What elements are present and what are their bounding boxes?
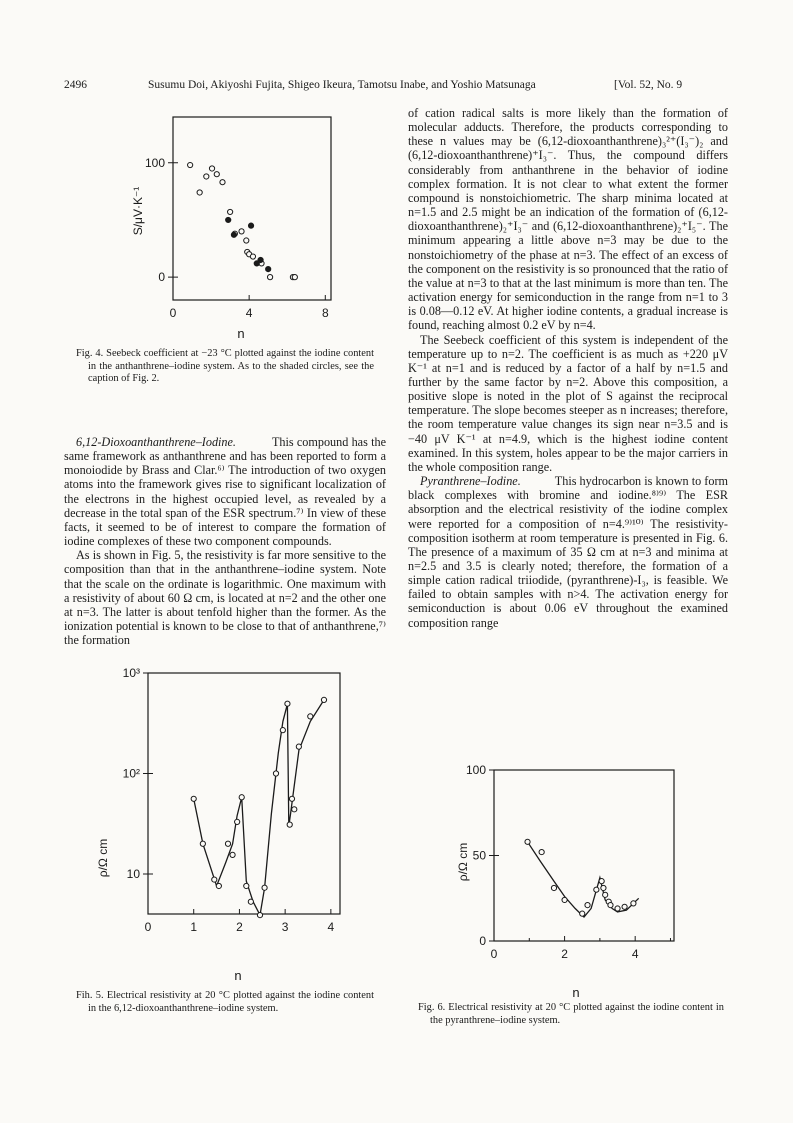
data-point: [244, 883, 249, 888]
data-point: [539, 849, 544, 854]
data-point: [603, 892, 608, 897]
x-tick-label: 0: [144, 920, 152, 934]
data-point: [525, 839, 530, 844]
section-heading: 6,12-Dioxoanthanthrene–Iodine.: [76, 435, 236, 449]
y-tick-label: 50: [472, 848, 486, 863]
figure-6: [448, 760, 688, 1000]
data-point: [292, 807, 297, 812]
y-tick-label: 100: [465, 763, 486, 777]
figure-5-caption: Fih. 5. Electrical resistivity at 20 °C plotted against the iodine content in the 6,12-dioxoanthanthrene–iodine system.: [76, 990, 374, 1014]
data-point: [562, 897, 567, 902]
data-point: [220, 180, 225, 185]
y-tick-label: 0: [479, 934, 486, 948]
x-tick-label: 4: [245, 306, 253, 320]
data-point: [608, 902, 613, 907]
data-point: [551, 885, 556, 890]
volume-info: [Vol. 52, No. 9: [614, 79, 683, 91]
figure-6-caption: Fig. 6. Electrical resistivity at 20 °C plotted against the iodine content in the pyranthrene–iodine system.: [418, 1002, 724, 1026]
data-point: [580, 911, 585, 916]
data-point: [601, 885, 606, 890]
data-point: [248, 899, 253, 904]
data-point: [212, 877, 217, 882]
data-point: [631, 901, 636, 906]
x-tick-label: 0: [169, 306, 177, 320]
data-point-filled: [226, 217, 231, 222]
data-point: [191, 796, 196, 801]
data-point: [622, 904, 627, 909]
y-tick-label: 10: [126, 867, 140, 882]
paragraph: The Seebeck coefficient of this system is independent of the temperature up to n=2. The coefficient is as much as +220 μV K⁻¹ at n=1 and is reduced by a factor of a half by n=1.5 and further by the same factor by n=2. Above this composition, a positive slope is noted in the plot of S against the reciprocal temperature. The slope becomes steeper as n increases; therefore, the room temperature value changes its sign near n=3.5 and is −40 μV K⁻¹ at n=4.9, which is the highest iodine content examined. In this system, holes appear to be the major carriers in the whole composition range.: [408, 332, 728, 474]
data-point: [228, 209, 233, 214]
x-tick-label: 4: [327, 920, 335, 934]
data-point: [615, 906, 620, 911]
data-point: [285, 701, 290, 706]
running-header: [0, 79, 793, 95]
data-point-filled: [258, 257, 263, 262]
data-point: [594, 887, 599, 892]
data-point: [262, 885, 267, 890]
x-tick-label: 0: [490, 947, 498, 961]
y-tick-label: 10³: [122, 666, 140, 680]
fig5-xlabel: n: [234, 968, 242, 983]
fig6-ylabel: ρ/Ω cm: [456, 842, 470, 882]
figure-4-chart: [110, 112, 370, 342]
data-point: [296, 744, 301, 749]
data-point: [244, 238, 249, 243]
data-point: [200, 841, 205, 846]
data-point: [267, 275, 272, 280]
data-point: [197, 190, 202, 195]
x-tick-label: 4: [631, 947, 639, 961]
data-point: [230, 852, 235, 857]
paragraph: 6,12-Dioxoanthanthrene–Iodine. This compound has the same framework as anthanthrene and has been reported to form a monoiodide by Brass and Clar.⁶⁾ The introduction of two oxygen atoms into the framework gives rise to significant localization of the electrons in the highest occupied level, as revealed by a decrease in the total span of the ESR spectrum.⁷⁾ In view of these facts, it seemed to be of interest to compare the formation of iodine complexes of these two component compounds.: [64, 435, 386, 549]
data-point: [204, 174, 209, 179]
series-line: [194, 700, 324, 915]
y-tick-label: 100: [144, 155, 165, 170]
section-heading: Pyranthrene–Iodine.: [420, 474, 521, 489]
data-point: [280, 728, 285, 733]
paragraph: As is shown in Fig. 5, the resistivity is far more sensitive to the composition than that in the anthanthrene–iodine system. Note that the scale on the ordinate is logarithmic. One maximum with a resistivity of about 60 Ω cm, is located at n=2 and the other one at n=3. The latter is about tenfold higher than the former. As the ionization potential is known to be close to that of anthanthrene,⁷⁾ the formation: [64, 548, 386, 648]
data-point: [209, 166, 214, 171]
page-number: 2496: [64, 79, 87, 91]
figure-5-chart: [88, 658, 373, 983]
data-point: [273, 771, 278, 776]
figure-4-caption: Fig. 4. Seebeck coefficient at −23 °C plotted against the iodine content in the anthanthrene–iodine system. As to the shaded circles, see the caption of Fig. 2.: [76, 348, 374, 384]
plot-frame: [173, 117, 331, 300]
figure-4: [110, 112, 370, 342]
data-point: [321, 697, 326, 702]
data-point: [250, 254, 255, 259]
fig4-ylabel: S/μV·K⁻¹: [131, 186, 145, 236]
plot-frame: [148, 673, 340, 914]
data-point: [225, 841, 230, 846]
data-point: [257, 913, 262, 918]
data-point: [216, 883, 221, 888]
x-tick-label: 2: [236, 920, 243, 934]
data-point: [188, 162, 193, 167]
data-point: [235, 819, 240, 824]
figure-5: [88, 658, 373, 983]
data-point: [585, 902, 590, 907]
data-point: [287, 822, 292, 827]
figure-6-chart: [448, 760, 688, 1000]
data-point: [239, 229, 244, 234]
y-tick-label: 10²: [122, 766, 140, 781]
data-point: [308, 714, 313, 719]
x-tick-label: 2: [561, 947, 568, 961]
paragraph: of cation radical salts is more likely than the formation of molecular adducts. Therefore, the products corresponding to these n values may be (6,12-dioxoanthanthrene)₃²⁺(I₃⁻)₂ and (6,12-dioxoanthanthrene)⁺I₃⁻. Thus, the compound differs considerably from anthanthrene in the behavior of iodine complex formation. It is not clear to what extent the former compound is nonstoichiometric. The sharp minima located at n=1.5 and 2.5 might be an indication of the formation of (6,12-dioxoanthanthrene)₂⁺I₃⁻ and (6,12-dioxoanthanthrene)₂⁺I₅⁻. The minimum appearing a little above n=3 may be due to the nonstoichiometry of the phase at n=3. The effect of an excess of the component on the resistivity is so pronounced that the ratio of the value at n=3 to that at the last minimum is more than ten. The activation energy for semiconduction in the range from n=1 to 3 is 0.08—0.12 eV. At higher iodine contents, a gradual increase is found, reaching almost 0.2 eV by n=4.: [408, 106, 728, 333]
fig6-xlabel: n: [572, 985, 580, 1000]
right-column: [408, 106, 728, 630]
left-column: [64, 435, 386, 647]
author-line: Susumu Doi, Akiyoshi Fujita, Shigeo Ikeura, Tamotsu Inabe, and Yoshio Matsunaga: [148, 79, 536, 91]
data-point-filled: [248, 223, 253, 228]
paragraph: Pyranthrene–Iodine. This hydrocarbon is known to form black complexes with bromine and iodine.⁸⁾⁹⁾ The ESR absorption and the electrical resistivity of the iodine complex were reported for a composition of n=4.⁹⁾¹⁰⁾ The resistivity-composition isotherm at room temperature is presented in Fig. 6. The presence of a maximum of 35 Ω cm at n=3 and minima at n=2.5 and 3.5 is clearly noted; therefore, the formation of a simple cation radical triiodide, (pyranthrene)-I₃, is feasible. We failed to obtain samples with n>4. The activation energy for semiconduction is about 0.06 eV throughout the examined composition range: [408, 474, 728, 630]
x-tick-label: 3: [281, 920, 289, 934]
data-point-filled: [231, 232, 236, 237]
data-point: [292, 275, 297, 280]
data-point: [239, 795, 244, 800]
y-tick-label: 0: [158, 270, 165, 285]
x-tick-label: 1: [190, 920, 198, 934]
data-point-filled: [266, 267, 271, 272]
data-point: [289, 796, 294, 801]
x-tick-label: 8: [321, 306, 329, 320]
data-point: [599, 879, 604, 884]
data-point: [214, 172, 219, 177]
fig4-xlabel: n: [237, 326, 245, 341]
fig5-ylabel: ρ/Ω cm: [96, 838, 110, 878]
